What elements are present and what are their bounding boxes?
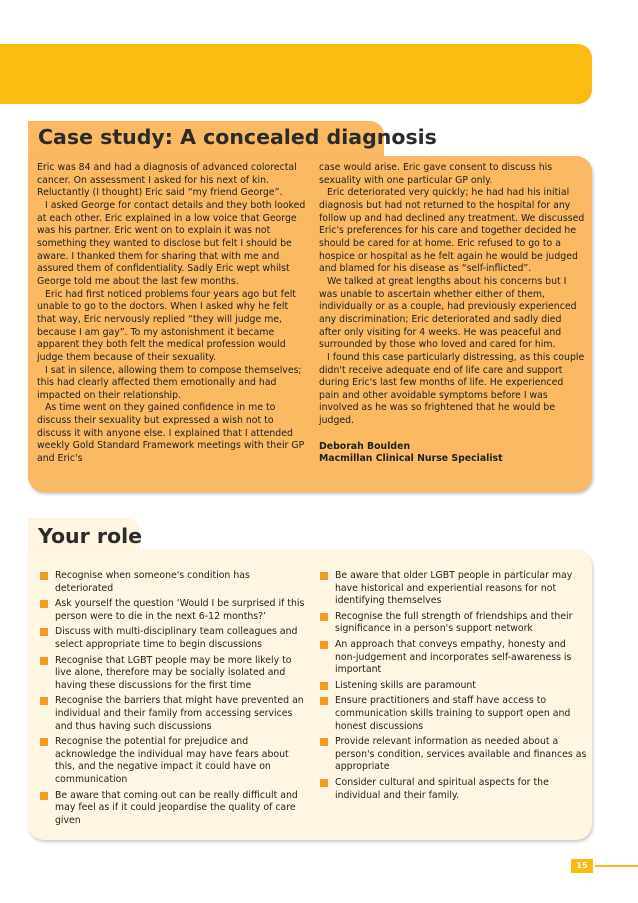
footer-rule xyxy=(595,865,638,867)
your-role-title: Your role xyxy=(38,524,143,548)
list-item-text: Discuss with multi-disciplinary team colleagues and select appropriate time to begin discussions xyxy=(55,626,298,650)
page-number: 15 xyxy=(571,859,593,873)
bullet-square-icon xyxy=(320,697,328,705)
bullet-square-icon xyxy=(40,572,48,580)
signature-role: Macmillan Clinical Nurse Specialist xyxy=(319,453,503,465)
bullet-square-icon xyxy=(40,600,48,608)
list-item-text: Consider cultural and spiritual aspects for the individual and their family. xyxy=(335,776,549,801)
signature-name: Deborah Boulden xyxy=(319,440,411,452)
bullet-square-icon xyxy=(320,738,328,746)
list-item xyxy=(320,695,588,733)
list-item-text: Be aware that coming out can be really difficult and may feel as if it could jeopardise the quality of care given xyxy=(55,789,298,826)
list-item xyxy=(40,695,306,733)
list-item-text: An approach that conveys empathy, honesty and non-judgement and incorporates self-awareness is important xyxy=(335,638,572,676)
list-item xyxy=(320,680,588,693)
case-paragraph: We talked at great lengths about his concerns but I was unable to ascertain whether either of them, individually or as a couple, had previously experienced any discrimination; Eric deteriorated and sadly died after only visiting for 4 weeks. He was peaceful and surrounded by those who loved and cared for him. xyxy=(319,275,577,351)
bullet-square-icon xyxy=(40,657,48,665)
case-study-title: Case study: A concealed diagnosis xyxy=(38,125,437,149)
list-item xyxy=(40,626,306,651)
role-bullets-left xyxy=(40,570,306,830)
bullet-square-icon xyxy=(320,682,328,690)
list-item-text: Recognise when someone's condition has deteriorated xyxy=(55,570,250,594)
header-banner xyxy=(0,44,592,104)
list-item-text: Ask yourself the question ‘Would I be surprised if this person were to die in the next 6-12 months?’ xyxy=(55,598,305,622)
bullet-square-icon xyxy=(40,628,48,636)
bullet-square-icon xyxy=(320,572,328,580)
case-paragraph: I found this case particularly distressing, as this couple didn't receive adequate end of life care and support during Eric's last few months of life. He experienced pain and other avoidable symptoms before I was involved as he was so frightened that he would be judged. xyxy=(319,351,585,427)
list-item xyxy=(40,655,306,693)
bullet-square-icon xyxy=(40,738,48,746)
case-paragraph: I sat in silence, allowing them to compose themselves; this had clearly affected them emotionally and had impacted on their relationship. xyxy=(37,364,302,401)
list-item xyxy=(40,598,306,623)
case-paragraph: I asked George for contact details and they both looked at each other. Eric explained in a low voice that George was his partner. Eric went on to explain it was not something they wanted to disclose but felt I should be aware. I thanked them for sharing that with me and assured them of confidentiality. Sadly Eric wept whilst George told me about the last few months. xyxy=(37,199,306,287)
list-item-text: Be aware that older LGBT people in particular may have historical and experiential reasons for not identifying themselves xyxy=(335,570,573,607)
list-item xyxy=(40,736,306,786)
list-item-text: Recognise the barriers that might have prevented an individual and their family from accessing services and thus having such discussions xyxy=(55,695,304,732)
list-item xyxy=(40,570,306,595)
list-item xyxy=(320,777,588,802)
list-item-text: Ensure practitioners and staff have access to communication skills training to support open and honest discussions xyxy=(335,695,571,732)
case-paragraph: Eric had first noticed problems four years ago but felt unable to go to the doctors. When I asked why he felt that way, Eric nervously replied “they will judge me, because I am gay”. To my astonishment it became apparent they both felt the medical profession would judge them because of their sexuality. xyxy=(37,288,296,363)
case-study-right-column xyxy=(319,162,585,466)
list-item xyxy=(320,736,588,774)
case-study-left-column xyxy=(37,162,309,466)
list-item-text: Recognise the full strength of friendships and their significance in a person's support network xyxy=(335,610,573,635)
list-item-text: Listening skills are paramount xyxy=(335,679,476,691)
list-item-text: Provide relevant information as needed about a person's condition, services available and finances as appropriate xyxy=(335,736,587,773)
list-item xyxy=(320,639,588,677)
case-paragraph: Eric deteriorated very quickly; he had had his initial diagnosis but had not returned to the hospital for any follow up and had declined any treatment. We discussed Eric's preferences for his care and together decided he should be cared for at home. Eric refused to go to a hospice or hospital as he felt again he would be judged and blamed for his disease as “self-inflicted”. xyxy=(319,187,585,275)
list-item xyxy=(320,570,588,608)
role-bullets-right xyxy=(320,570,588,805)
list-item-text: Recognise the potential for prejudice and acknowledge the individual may have fears about this, and the negative impact it could have on communication xyxy=(55,736,289,785)
bullet-square-icon xyxy=(320,641,328,649)
bullet-square-icon xyxy=(320,613,328,621)
case-paragraph: As time went on they gained confidence in me to discuss their sexuality but expressed a wish not to discuss it with anyone else. I explained that I attended weekly Gold Standard Framework meetings with their GP and Eric's xyxy=(37,402,305,465)
list-item-text: Recognise that LGBT people may be more likely to live alone, therefore may be socially isolated and having these discussions for the first time xyxy=(55,654,292,691)
list-item xyxy=(320,611,588,636)
list-item xyxy=(40,790,306,828)
bullet-square-icon xyxy=(40,697,48,705)
bullet-square-icon xyxy=(40,792,48,800)
case-paragraph: case would arise. Eric gave consent to discuss his sexuality with one particular GP only. xyxy=(319,162,553,186)
bullet-square-icon xyxy=(320,779,328,787)
case-paragraph: Eric was 84 and had a diagnosis of advanced colorectal cancer. On assessment I asked for his next of kin. Reluctantly (I thought) Eric said “my friend George”. xyxy=(37,162,297,199)
